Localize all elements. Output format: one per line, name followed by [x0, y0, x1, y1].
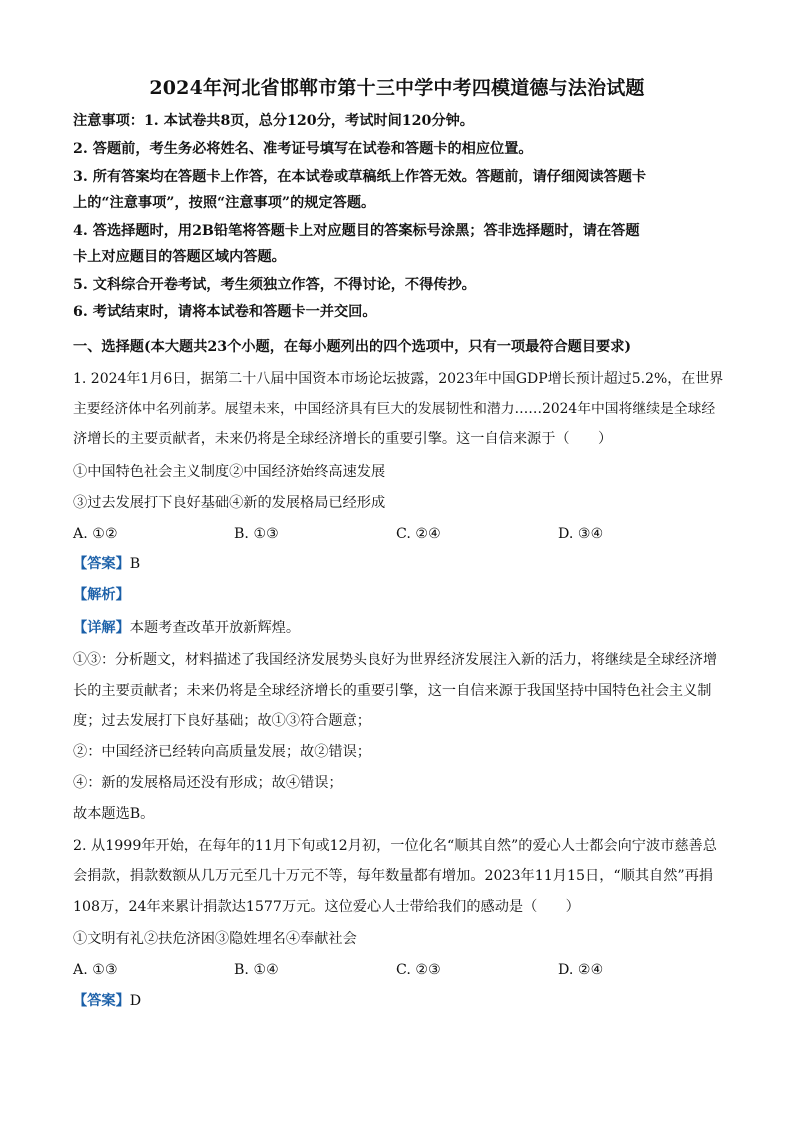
- detail-text: 本题考查改革开放新辉煌。: [129, 620, 301, 636]
- q2-stem-line-3: 108万，24年来累计捐款达1577万元。这位爱心人士带给我们的感动是（ ）: [73, 899, 580, 915]
- answer-value: D: [129, 993, 142, 1009]
- q2-stem-line-1: 2. 从1999年开始，在每年的11月下旬或12月初，一位化名“顺其自然”的爱心人士都会向宁波市慈善总: [73, 838, 717, 854]
- q2-statement-1: ①文明有礼②扶危济困③隐姓埋名④奉献社会: [73, 931, 357, 947]
- section-heading: 一、选择题(本大题共23个小题，在每小题列出的四个选项中，只有一项最符合题目要求): [73, 339, 632, 355]
- q1-detail-line-5: ④：新的发展格局还没有形成；故④错误；: [73, 775, 343, 791]
- notice-line-1: 注意事项：1. 本试卷共8页，总分120分，考试时间120分钟。: [73, 113, 474, 129]
- q1-analysis: [73, 585, 130, 605]
- notice-line-4: 上的“注意事项”，按照“注意事项”的规定答题。: [73, 195, 376, 211]
- q2-answer: [73, 991, 141, 1011]
- q1-option-d: D. ③④: [558, 526, 604, 542]
- q2-option-c: C. ②③: [396, 962, 441, 978]
- q1-option-b: B. ①③: [234, 526, 279, 542]
- notice-line-5: 4. 答选择题时，用2B铅笔将答题卡上对应题目的答案标号涂黑；答非选择题时，请在答题: [73, 223, 640, 239]
- q1-detail-line-2: 长的主要贡献者；未来仍将是全球经济增长的重要引擎，这一自信来源于我国坚持中国特色社会主义制: [73, 683, 712, 699]
- answer-tag: 【答案】: [73, 556, 130, 572]
- answer-value: B: [129, 556, 141, 572]
- q1-statement-2: ③过去发展打下良好基础④新的发展格局已经形成: [73, 495, 386, 511]
- q1-option-a: A. ①②: [73, 526, 118, 542]
- notice-line-8: 6. 考试结束时，请将本试卷和答题卡一并交回。: [73, 304, 377, 320]
- notice-line-7: 5. 文科综合开卷考试，考生须独立作答，不得讨论，不得传抄。: [73, 277, 476, 293]
- notice-line-3: 3. 所有答案均在答题卡上作答，在本试卷或草稿纸上作答无效。答题前，请仔细阅读答题卡: [73, 169, 647, 185]
- q2-stem-line-2: 会捐款，捐款数额从几万元至几十万元不等，每年数量都有增加。2023年11月15日，“顺其自然”再捐: [73, 868, 714, 884]
- q1-answer: [73, 554, 140, 574]
- notice-line-2: 2. 答题前，考生务必将姓名、准考证号填写在试卷和答题卡的相应位置。: [73, 141, 533, 157]
- q1-detail-line-1: ①③：分析题文，材料描述了我国经济发展势头良好为世界经济发展注入新的活力，将继续是全球经济增: [73, 652, 717, 668]
- q1-stem-line-1: 1. 2024年1月6日，据第二十八届中国资本市场论坛披露，2023年中国GDP增长预计超过5.2%，在世界: [73, 371, 724, 387]
- q1-stem-line-2: 主要经济体中名列前茅。展望未来，中国经济具有巨大的发展韧性和潜力……2024年中国将继续是全球经: [73, 401, 716, 417]
- q1-detail-line-3: 度；过去发展打下良好基础；故①③符合题意；: [73, 713, 371, 729]
- answer-tag: 【答案】: [73, 993, 130, 1009]
- q2-option-d: D. ②④: [558, 962, 604, 978]
- q1-option-c: C. ②④: [396, 526, 441, 542]
- q1-detail-line-4: ②：中国经济已经转向高质量发展；故②错误；: [73, 744, 371, 760]
- notice-line-6: 卡上对应题目的答题区域内答题。: [73, 249, 286, 265]
- analysis-tag: 【解析】: [73, 587, 130, 603]
- page-title: 2024年河北省邯郸市第十三中学中考四模道德与法治试题: [149, 77, 645, 99]
- q1-stem-line-3: 济增长的主要贡献者，未来仍将是全球经济增长的重要引擎。这一自信来源于（ ）: [73, 431, 613, 447]
- q1-detail-first: [73, 618, 300, 638]
- q2-option-b: B. ①④: [234, 962, 279, 978]
- q2-option-a: A. ①③: [73, 962, 118, 978]
- q1-statement-1: ①中国特色社会主义制度②中国经济始终高速发展: [73, 464, 386, 480]
- q1-detail-line-6: 故本题选B。: [73, 806, 155, 822]
- detail-tag: 【详解】: [73, 620, 130, 636]
